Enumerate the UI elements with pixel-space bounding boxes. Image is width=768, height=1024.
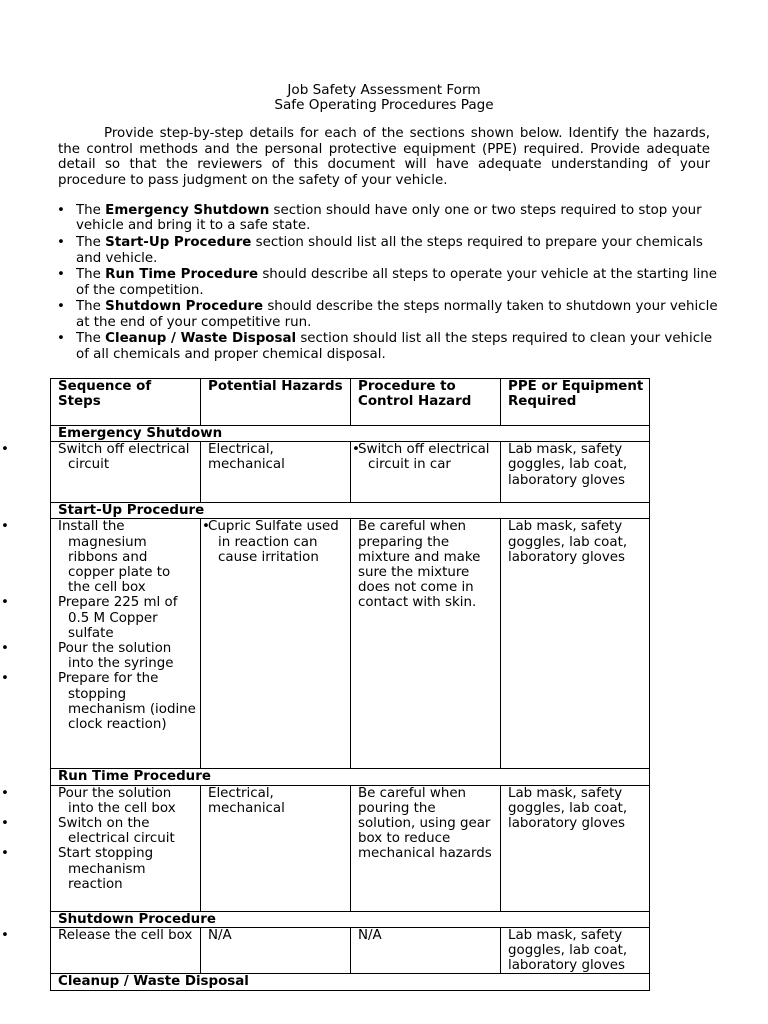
safety-procedures-table xyxy=(50,378,650,991)
ppe-cell: Lab mask, safety goggles, lab coat, laboratory gloves xyxy=(501,785,650,911)
hazards-cell xyxy=(201,519,351,769)
table-header-row xyxy=(51,379,650,426)
section-row-runtime xyxy=(51,769,650,785)
section-title: Emergency Shutdown xyxy=(51,426,650,442)
table-row xyxy=(51,927,650,974)
section-row-shutdown xyxy=(51,911,650,927)
form-title: Job Safety Assessment Form xyxy=(287,82,481,98)
steps-cell xyxy=(51,519,201,769)
section-title: Start-Up Procedure xyxy=(51,503,650,519)
hazards-cell: Electrical, mechanical xyxy=(201,442,351,503)
table-row xyxy=(51,519,650,769)
table-row xyxy=(51,442,650,503)
step-item: • Release the cell box xyxy=(58,928,196,943)
instruction-item: • The Shutdown Procedure should describe the steps normally taken to shutdown your vehicle at the end of your competitive run. xyxy=(58,299,718,330)
step-item: • Pour the solution into the syringe xyxy=(58,641,196,671)
ppe-cell: Lab mask, safety goggles, lab coat, laboratory gloves xyxy=(501,442,650,503)
hazards-cell: Electrical, mechanical xyxy=(201,785,351,911)
header-sequence: Sequence of Steps xyxy=(51,379,201,426)
ppe-cell: Lab mask, safety goggles, lab coat, laboratory gloves xyxy=(501,519,650,769)
step-item: • Pour the solution into the cell box xyxy=(58,786,196,816)
steps-cell xyxy=(51,442,201,503)
control-cell xyxy=(351,442,501,503)
intro-paragraph xyxy=(58,126,710,188)
form-subtitle: Safe Operating Procedures Page xyxy=(274,97,494,113)
section-row-emergency xyxy=(51,426,650,442)
section-title: Shutdown Procedure xyxy=(51,911,650,927)
section-title: Cleanup / Waste Disposal xyxy=(51,974,650,990)
section-title: Run Time Procedure xyxy=(51,769,650,785)
header-ppe: PPE or Equipment Required xyxy=(501,379,650,426)
control-cell: Be careful when preparing the mixture and make sure the mixture does not come in contact with skin. xyxy=(351,519,501,769)
intro-text: Provide step-by-step details for each of the sections shown below. Identify the hazards, the control methods and the personal protective equipment (PPE) required. Provide adequate detail so that the reviewers of this document will have adequate understanding of your procedure to pass judgment on the safety of your vehicle. xyxy=(58,126,710,188)
instruction-item: • The Start-Up Procedure section should list all the steps required to prepare your chemicals and vehicle. xyxy=(58,235,718,266)
step-item: • Switch off electrical circuit xyxy=(58,442,196,472)
table-row xyxy=(51,785,650,911)
step-item: • Switch on the electrical circuit xyxy=(58,816,196,846)
instruction-item: • The Run Time Procedure should describe all steps to operate your vehicle at the starting line of the competition. xyxy=(58,267,718,298)
step-item: • Prepare for the stopping mechanism (iodine clock reaction) xyxy=(58,671,196,732)
control-cell: Be careful when pouring the solution, using gear box to reduce mechanical hazards xyxy=(351,785,501,911)
steps-cell xyxy=(51,785,201,911)
instruction-item: • The Emergency Shutdown section should have only one or two steps required to stop your vehicle and bring it to a safe state. xyxy=(58,203,718,234)
hazard-item: • Cupric Sulfate used in reaction can cause irritation xyxy=(208,519,346,565)
hazards-cell: N/A xyxy=(201,927,351,974)
control-cell: N/A xyxy=(351,927,501,974)
section-row-startup xyxy=(51,503,650,519)
instruction-item: • The Cleanup / Waste Disposal section should list all the steps required to clean your vehicle of all chemicals and proper chemical disposal. xyxy=(58,331,718,362)
header-hazards: Potential Hazards xyxy=(201,379,351,426)
step-item: • Install the magnesium ribbons and copper plate to the cell box xyxy=(58,519,196,595)
header-control: Procedure to Control Hazard xyxy=(351,379,501,426)
steps-cell xyxy=(51,927,201,974)
step-item: • Prepare 225 ml of 0.5 M Copper sulfate xyxy=(58,595,196,641)
ppe-cell: Lab mask, safety goggles, lab coat, laboratory gloves xyxy=(501,927,650,974)
section-row-cleanup xyxy=(51,974,650,990)
control-item: • Switch off electrical circuit in car xyxy=(358,442,496,472)
step-item: • Start stopping mechanism reaction xyxy=(58,846,196,892)
instruction-list xyxy=(58,203,718,364)
